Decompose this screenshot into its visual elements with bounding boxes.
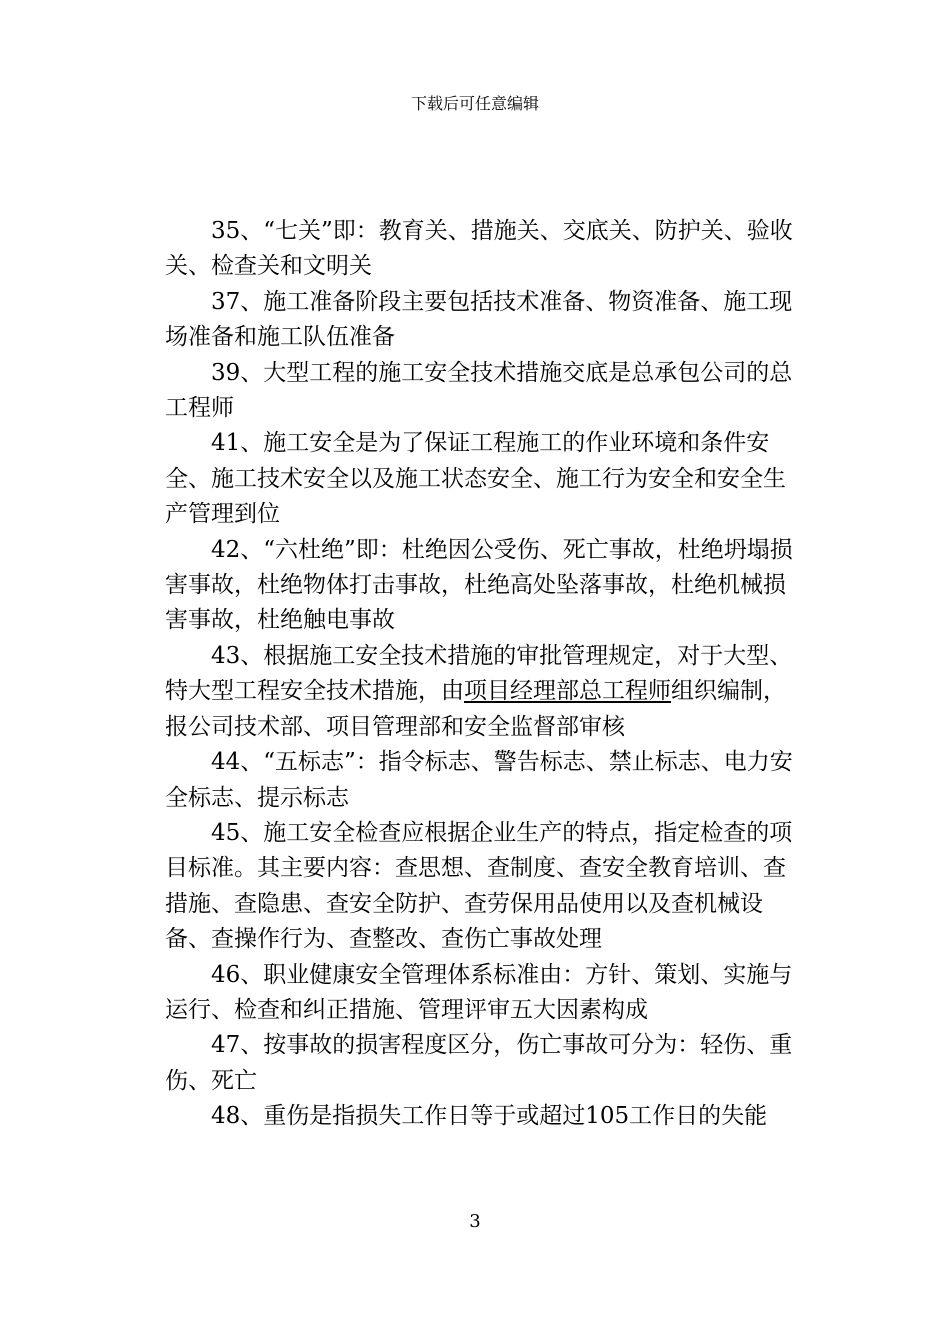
item-43-text-before: 43、根据施工安全技术措施的审批管理规定，对于大型、特大型工程安全技术措施，由	[165, 642, 793, 705]
item-37: 37、施工准备阶段主要包括技术准备、物资准备、施工现场准备和施工队伍准备	[165, 288, 793, 351]
item-43-text-after: 组织编制，报公司技术部、项目管理部和安全监督部审核	[165, 678, 786, 740]
item-39: 39、大型工程的施工安全技术措施交底是总承包公司的总工程师	[165, 359, 793, 422]
item-35: 35、“七关”即：教育关、措施关、交底关、防护关、验收关、检查关和文明关	[165, 218, 793, 280]
item-42: 42、“六杜绝”即：杜绝因公受伤、死亡事故，杜绝坍塌损害事故，杜绝物体打击事故，杜绝高处坠落事故，杜绝机械损害事故，杜绝触电事故	[165, 536, 793, 634]
item-45: 45、施工安全检查应根据企业生产的特点，指定检查的项目标准。其主要内容：查思想、查制度、查安全教育培训、查措施、查隐患、查安全防护、查劳保用品使用以及查机械设备、查操作行为、查整改、查伤亡事故处理	[165, 819, 793, 953]
page-number: 3	[469, 1211, 481, 1232]
item-43-underlined-text: 项目经理部总工程师	[464, 678, 671, 705]
item-46: 46、职业健康安全管理体系标准由：方针、策划、实施与运行、检查和纠正措施、管理评审五大因素构成	[165, 961, 793, 1023]
document-body	[165, 214, 795, 1135]
page-header: 下载后可任意编辑	[410, 94, 539, 113]
item-43	[165, 639, 795, 745]
item-44: 44、“五标志”：指令标志、警告标志、禁止标志、电力安全标志、提示标志	[165, 749, 793, 811]
item-47: 47、按事故的损害程度区分，伤亡事故可分为：轻伤、重伤、死亡	[165, 1032, 793, 1094]
item-48: 48、重伤是指损失工作日等于或超过105工作日的失能	[211, 1103, 768, 1130]
item-41: 41、施工安全是为了保证工程施工的作业环境和条件安全、施工技术安全以及施工状态安全、施工行为安全和安全生产管理到位	[165, 430, 786, 528]
